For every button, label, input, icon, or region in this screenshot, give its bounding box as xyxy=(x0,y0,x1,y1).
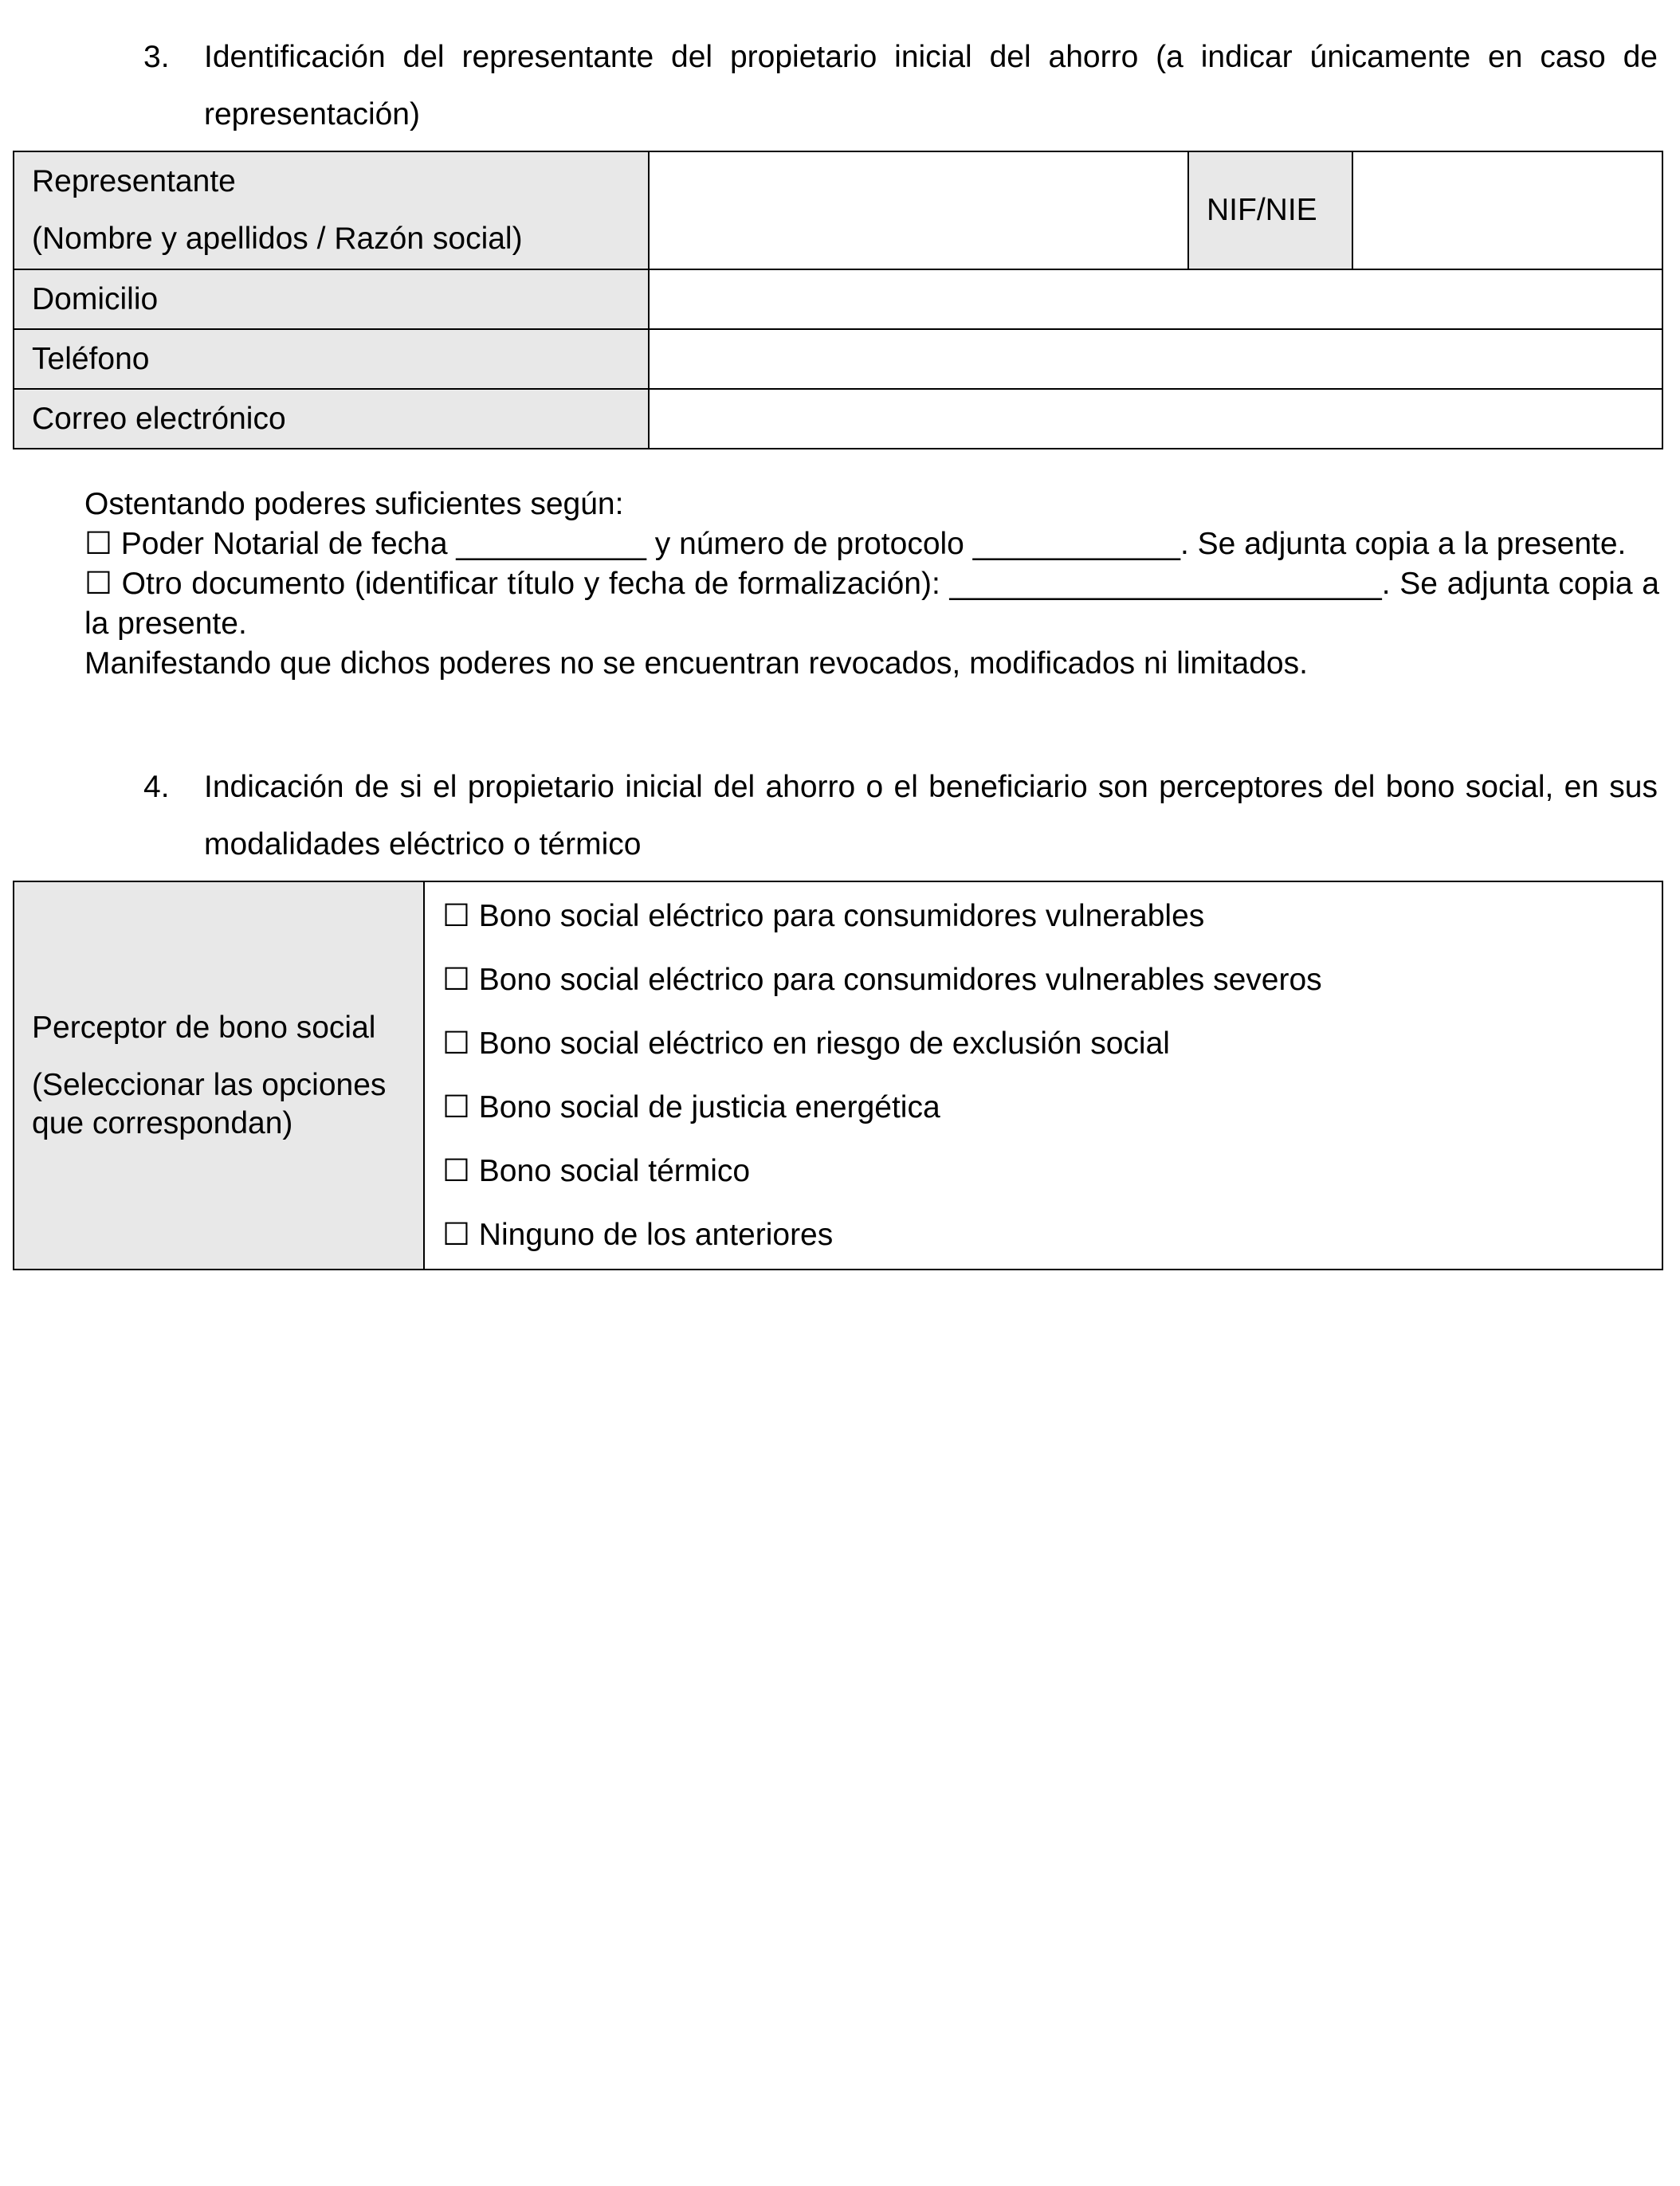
representative-row xyxy=(14,151,1662,269)
domicilio-row xyxy=(14,269,1662,329)
telefono-field[interactable] xyxy=(649,329,1662,389)
section-3-number: 3. xyxy=(143,40,170,74)
bono-options-cell xyxy=(424,881,1662,1270)
correo-row xyxy=(14,389,1662,449)
representante-label-line-1: Representante xyxy=(32,164,236,198)
bono-option-termico[interactable]: ☐ Bono social térmico xyxy=(442,1153,751,1188)
powers-declaration: Manifestando que dichos poderes no se encuentran revocados, modificados ni limitados. xyxy=(84,646,1308,681)
representative-table xyxy=(13,151,1663,449)
bono-option-riesgo-exclusion[interactable]: ☐ Bono social eléctrico en riesgo de exclusión social xyxy=(442,1026,1170,1061)
powers-option-otro[interactable]: ☐ Otro documento (identificar título y fecha de formalización): _________________________. Se adjunta copia a la presente. xyxy=(84,567,1659,641)
perceptor-label-hint: (Seleccionar las opciones que correspondan) xyxy=(32,1067,387,1140)
nif-label: NIF/NIE xyxy=(1188,151,1352,269)
perceptor-label xyxy=(14,881,424,1270)
powers-block xyxy=(84,485,1659,684)
telefono-label: Teléfono xyxy=(14,329,649,389)
bono-option-justicia-energetica[interactable]: ☐ Bono social de justicia energética xyxy=(442,1089,940,1124)
domicilio-field[interactable] xyxy=(649,269,1662,329)
nif-field[interactable] xyxy=(1352,151,1662,269)
bono-social-row xyxy=(14,881,1662,1270)
section-3-heading xyxy=(143,29,1658,143)
powers-option-notarial[interactable]: ☐ Poder Notarial de fecha ___________ y número de protocolo ____________. Se adjunta copia a la presente. xyxy=(84,527,1627,561)
correo-field[interactable] xyxy=(649,389,1662,449)
representante-field[interactable] xyxy=(649,151,1188,269)
perceptor-label-title: Perceptor de bono social xyxy=(32,1010,376,1045)
section-3-title: Identificación del representante del propietario inicial del ahorro (a indicar únicamente en caso de representación) xyxy=(204,40,1658,131)
bono-social-table xyxy=(13,881,1663,1270)
domicilio-label: Domicilio xyxy=(14,269,649,329)
powers-intro: Ostentando poderes suficientes según: xyxy=(84,487,624,521)
representante-label xyxy=(14,151,649,269)
bono-option-vulnerables-severos[interactable]: ☐ Bono social eléctrico para consumidores vulnerables severos xyxy=(442,962,1322,997)
section-4-heading xyxy=(143,759,1658,873)
section-4-title: Indicación de si el propietario inicial del ahorro o el beneficiario son perceptores del bono social, en sus modalidades eléctrico o térmico xyxy=(204,770,1658,861)
representante-label-line-2: (Nombre y apellidos / Razón social) xyxy=(32,222,523,256)
bono-option-vulnerables[interactable]: ☐ Bono social eléctrico para consumidores vulnerables xyxy=(442,898,1205,933)
correo-label: Correo electrónico xyxy=(14,389,649,449)
bono-option-ninguno[interactable]: ☐ Ninguno de los anteriores xyxy=(442,1217,834,1252)
section-4-number: 4. xyxy=(143,770,170,804)
telefono-row xyxy=(14,329,1662,389)
